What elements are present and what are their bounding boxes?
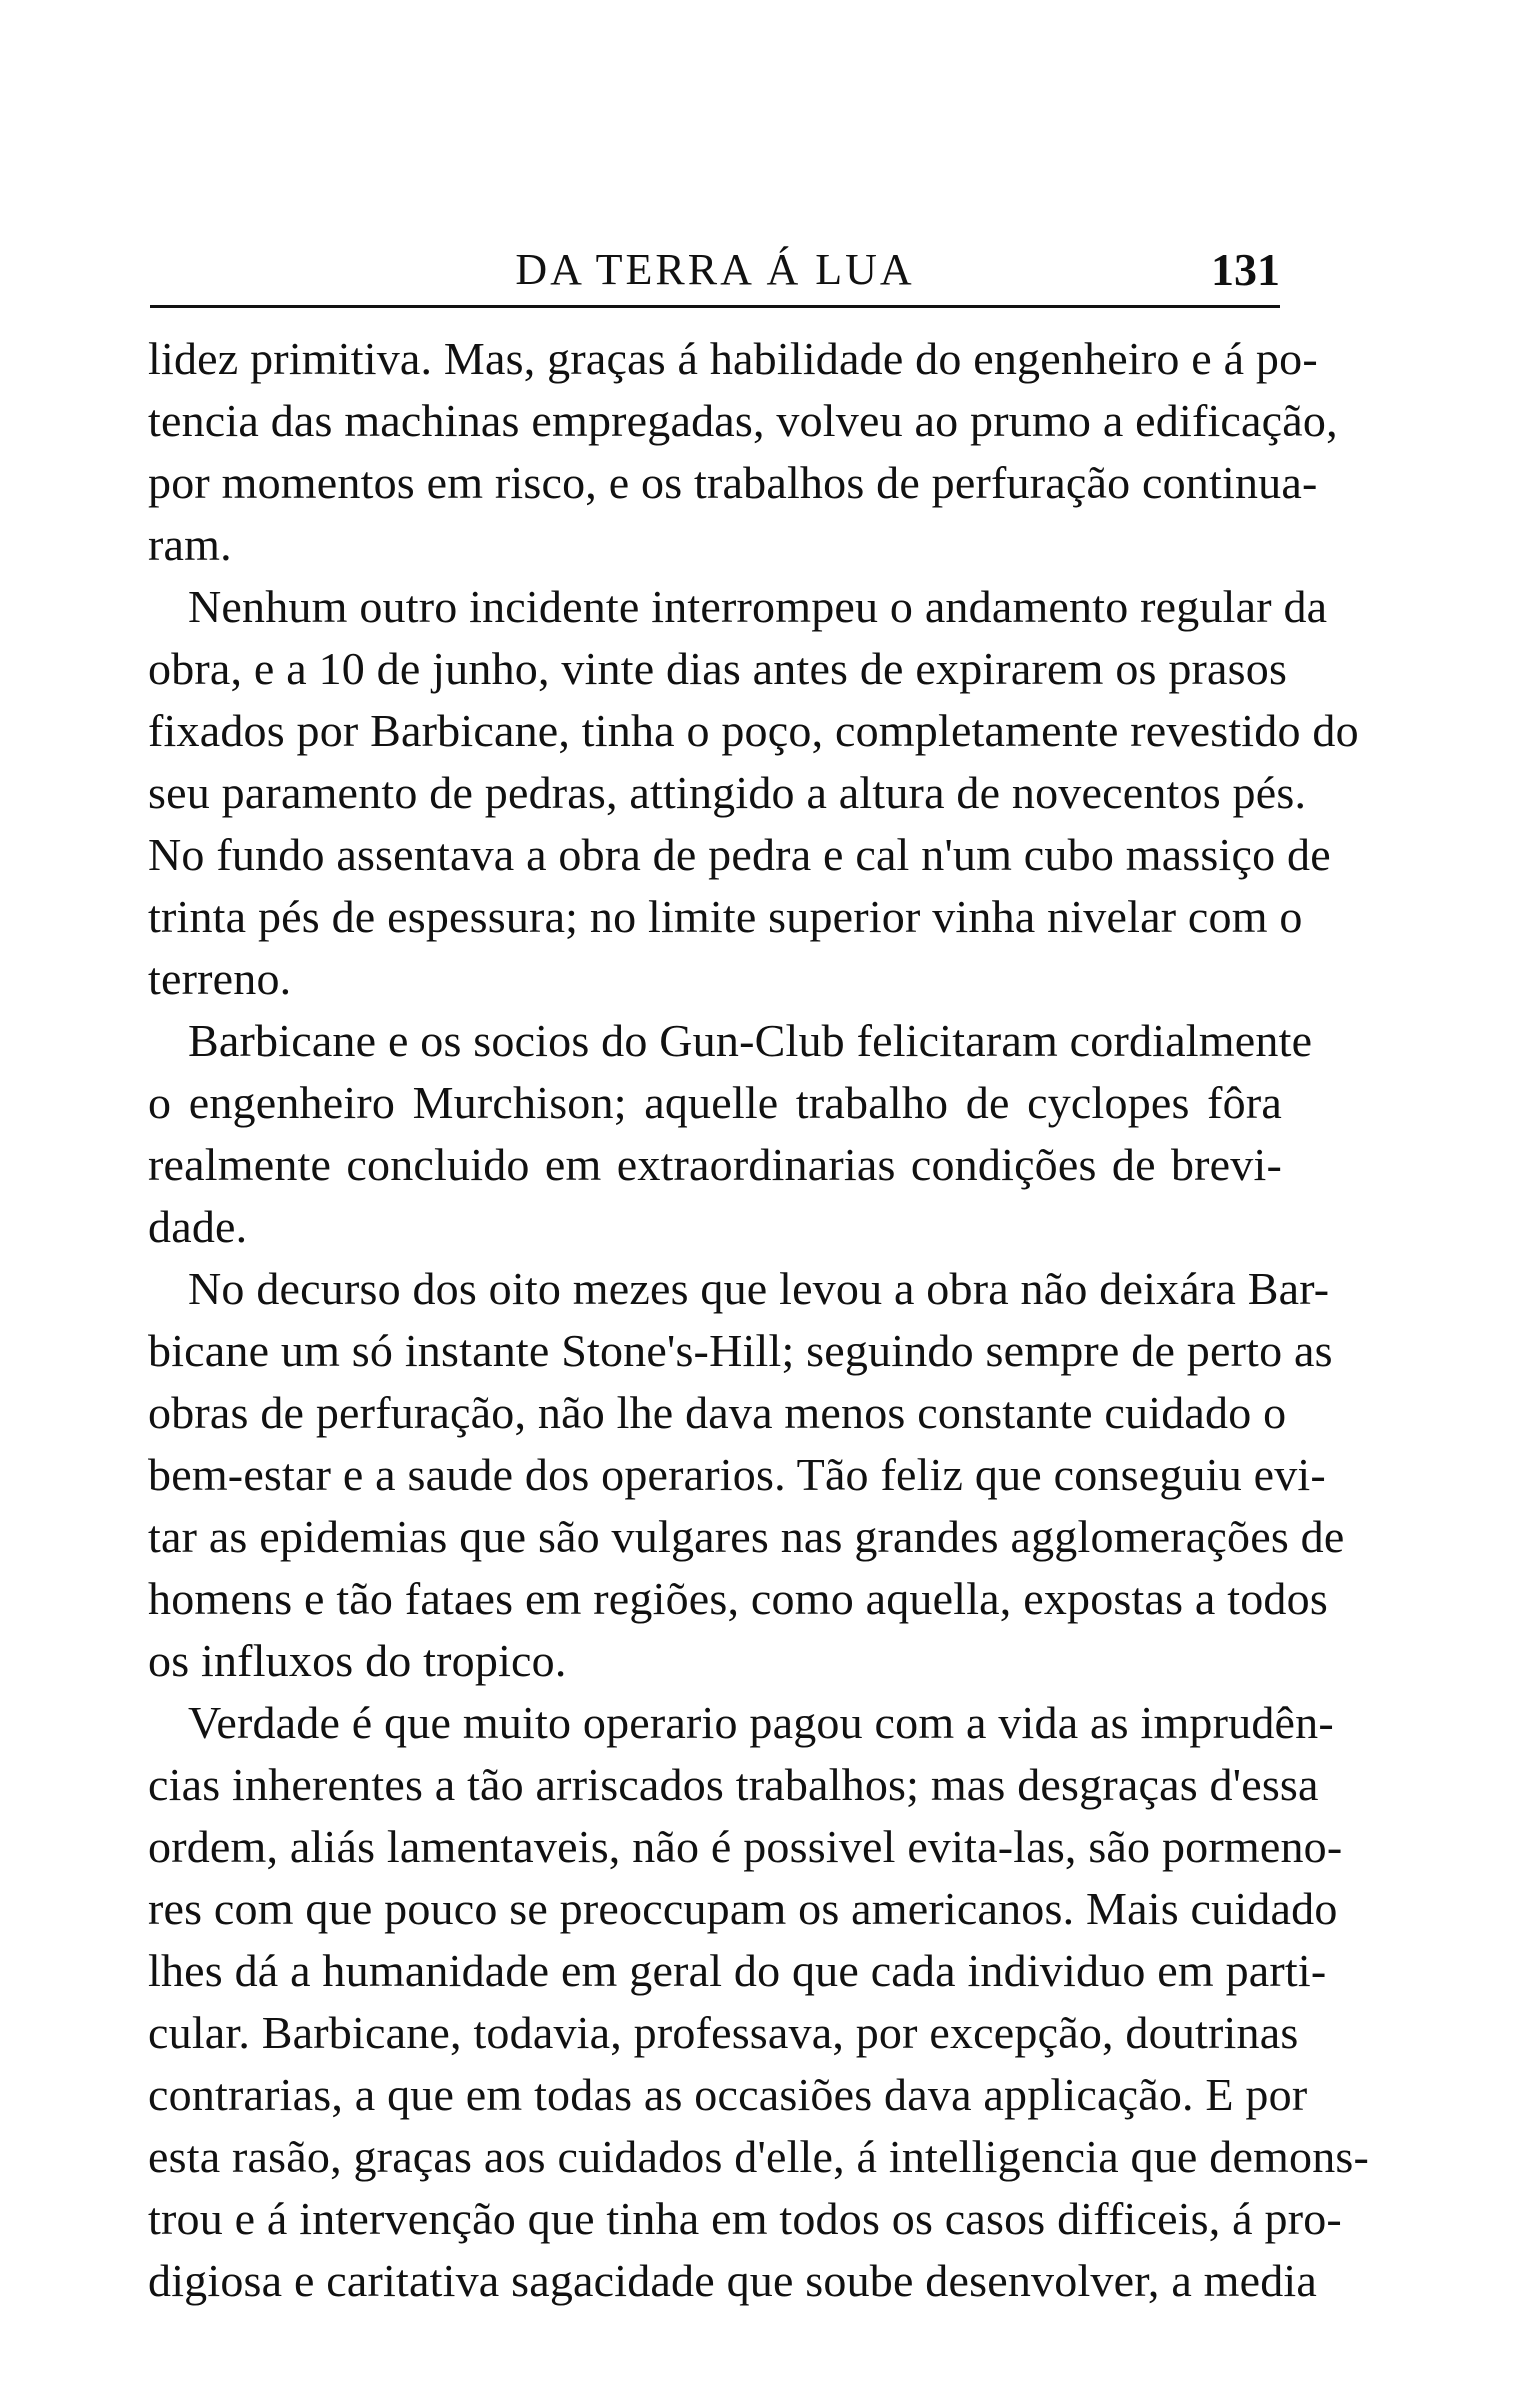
text-line: os influxos do tropico. — [148, 1635, 567, 1686]
text-line: seu paramento de pedras, attingido a altura de novecentos pés. — [148, 767, 1307, 818]
text-line: tencia das machinas empregadas, volveu ao prumo a edificação, — [148, 395, 1338, 446]
text-line: obras de perfuração, não lhe dava menos constante cuidado o — [148, 1387, 1287, 1438]
text-line: lidez primitiva. Mas, graças á habilidade do engenheiro e á po- — [148, 333, 1318, 384]
text-line: fixados por Barbicane, tinha o poço, completamente revestido do — [148, 705, 1359, 756]
text-line: trou e á intervenção que tinha em todos os casos difficeis, á pro- — [148, 2193, 1342, 2244]
text-line: cias inherentes a tão arriscados trabalhos; mas desgraças d'essa — [148, 1759, 1319, 1810]
text-line: realmente concluido em extraordinarias condições de brevi- — [148, 1139, 1282, 1190]
text-line: bicane um só instante Stone's-Hill; seguindo sempre de perto as — [148, 1325, 1333, 1376]
text-line: bem-estar e a saude dos operarios. Tão feliz que conseguiu evi- — [148, 1449, 1326, 1500]
text-line: obra, e a 10 de junho, vinte dias antes de expirarem os prasos — [148, 643, 1288, 694]
text-line: No decurso dos oito mezes que levou a obra não deixára Bar- — [188, 1263, 1330, 1314]
text-line: tar as epidemias que são vulgares nas grandes agglomerações de — [148, 1511, 1345, 1562]
text-line: ram. — [148, 519, 232, 570]
text-line: No fundo assentava a obra de pedra e cal n'um cubo massiço de — [148, 829, 1331, 880]
text-line: Nenhum outro incidente interrompeu o andamento regular da — [188, 581, 1328, 632]
text-line: ordem, aliás lamentaveis, não é possivel evita-las, são pormeno- — [148, 1821, 1343, 1872]
text-line: Barbicane e os socios do Gun-Club felicitaram cordialmente — [188, 1015, 1313, 1066]
text-line: contrarias, a que em todas as occasiões dava applicação. E por — [148, 2069, 1308, 2120]
page-number: 131 — [1211, 244, 1280, 295]
body-text — [148, 328, 1370, 2312]
text-line: trinta pés de espessura; no limite superior vinha nivelar com o — [148, 891, 1303, 942]
text-line: res com que pouco se preoccupam os americanos. Mais cuidado — [148, 1883, 1338, 1934]
text-line: lhes dá a humanidade em geral do que cada individuo em parti- — [148, 1945, 1327, 1996]
text-line: por momentos em risco, e os trabalhos de perfuração continua- — [148, 457, 1318, 508]
page-header — [150, 240, 1280, 300]
header-rule — [150, 305, 1280, 308]
text-line: dade. — [148, 1201, 248, 1252]
text-line: terreno. — [148, 953, 292, 1004]
text-line: o engenheiro Murchison; aquelle trabalho de cyclopes fôra — [148, 1077, 1282, 1128]
running-title: DA TERRA Á LUA — [515, 245, 915, 294]
text-line: digiosa e caritativa sagacidade que soube desenvolver, a media — [148, 2255, 1318, 2306]
text-line: esta rasão, graças aos cuidados d'elle, á intelligencia que demons- — [148, 2131, 1370, 2182]
text-line: Verdade é que muito operario pagou com a vida as imprudên- — [188, 1697, 1334, 1748]
text-line: cular. Barbicane, todavia, professava, por excepção, doutrinas — [148, 2007, 1299, 2058]
text-line: homens e tão fataes em regiões, como aquella, expostas a todos — [148, 1573, 1328, 1624]
